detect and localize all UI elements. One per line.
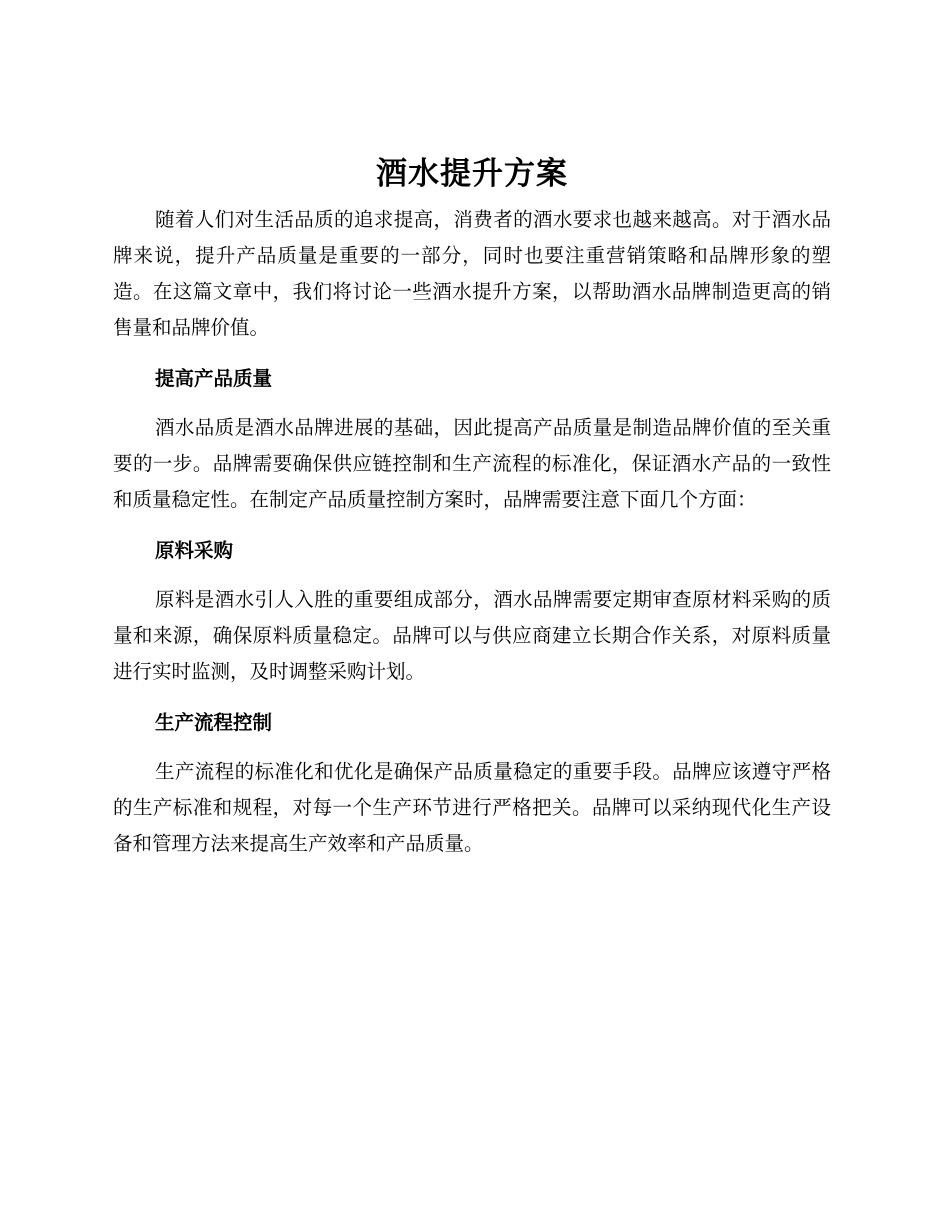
section-body-production-control: 生产流程的标准化和优化是确保产品质量稳定的重要手段。品牌应该遵守严格的生产标准和规程，对每一个生产环节进行严格把关。品牌可以采纳现代化生产设备和管理方法来提高生产效率和产品质量。 [113,760,831,855]
document-title: 酒水提升方案 [376,156,568,192]
section-heading-product-quality: 提高产品质量 [155,367,273,390]
section-heading-raw-materials: 原料采购 [155,539,234,562]
section-heading-production-control: 生产流程控制 [155,711,273,734]
intro-paragraph: 随着人们对生活品质的追求提高，消费者的酒水要求也越来越高。对于酒水品牌来说，提升产品质量是重要的一部分，同时也要注重营销策略和品牌形象的塑造。在这篇文章中，我们将讨论一些酒水提升方案，以帮助酒水品牌制造更高的销售量和品牌价值。 [113,208,831,339]
document-page [113,148,831,862]
section-body-raw-materials: 原料是酒水引人入胜的重要组成部分，酒水品牌需要定期审查原材料采购的质量和来源，确保原料质量稳定。品牌可以与供应商建立长期合作关系，对原料质量进行实时监测，及时调整采购计划。 [113,588,831,683]
section-body-product-quality: 酒水品质是酒水品牌进展的基础，因此提高产品质量是制造品牌价值的至关重要的一步。品牌需要确保供应链控制和生产流程的标准化，保证酒水产品的一致性和质量稳定性。在制定产品质量控制方案时，品牌需要注意下面几个方面： [113,416,831,511]
